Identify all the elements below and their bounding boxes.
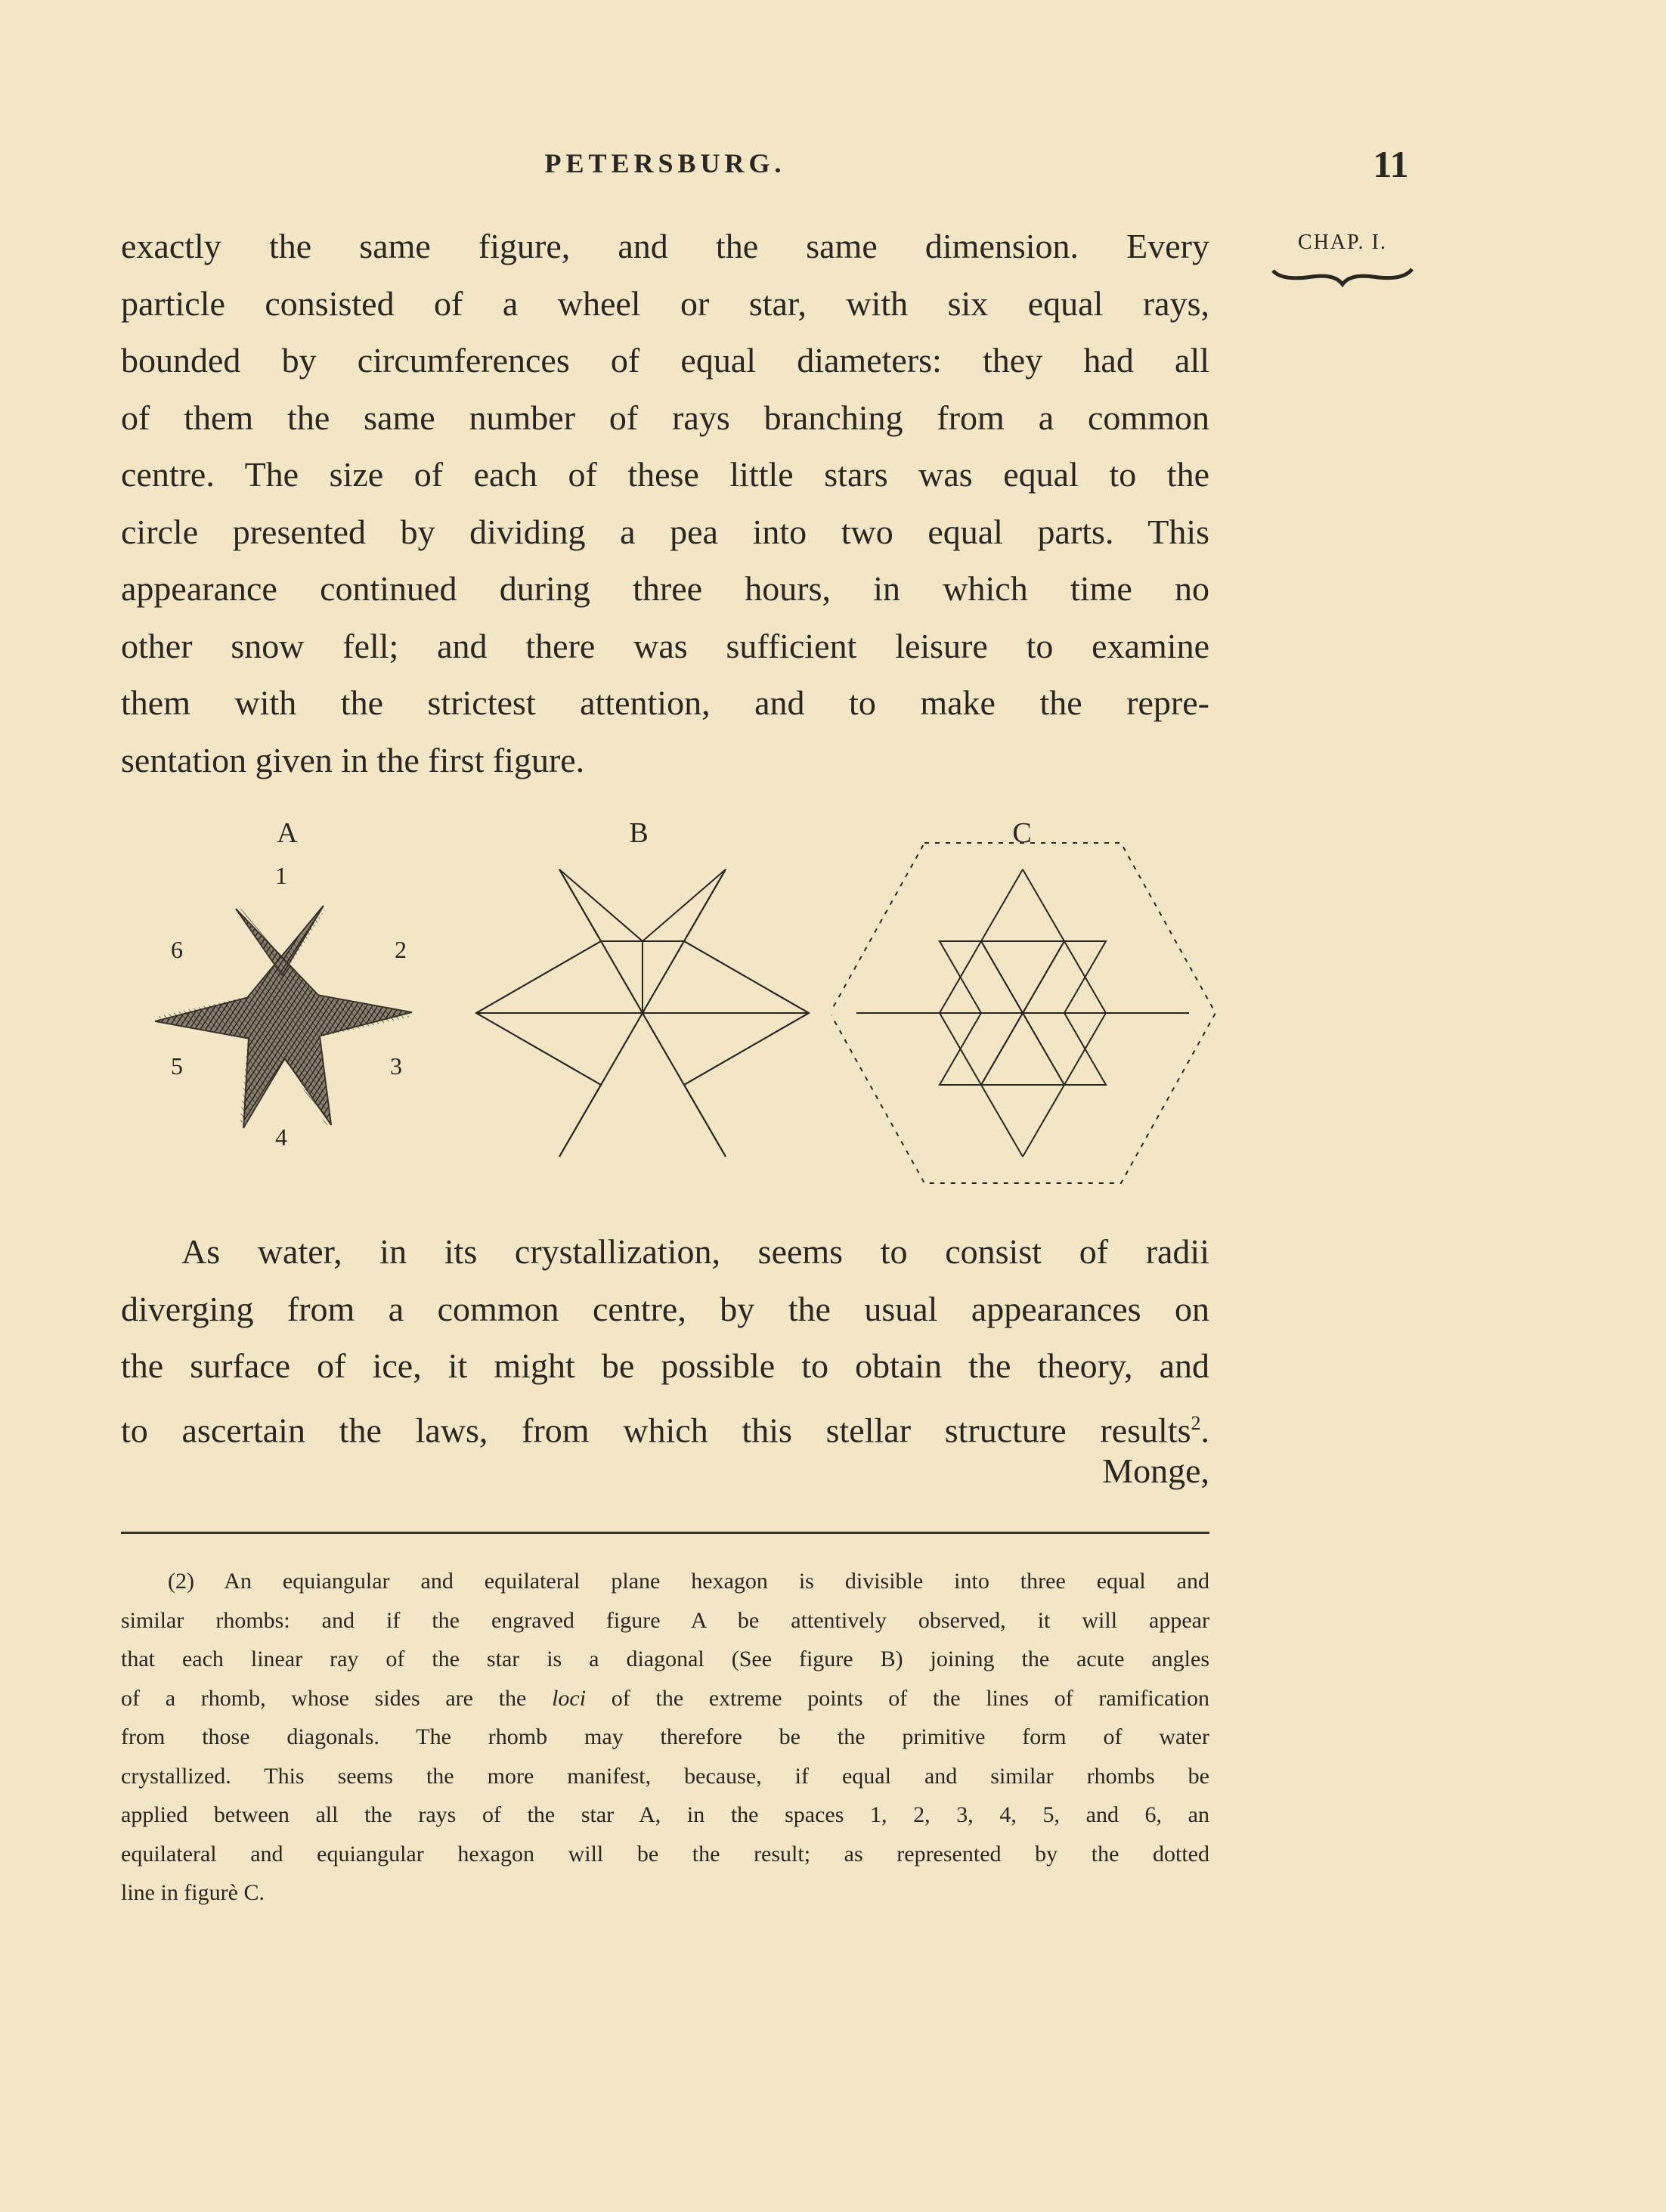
footnote-line — [121, 1679, 1209, 1718]
paragraph-1 — [121, 218, 1209, 788]
footnote-2 — [121, 1562, 1209, 1913]
footnote-line: similar rhombs: and if the engraved figure A be attentively observed, it will appear — [121, 1607, 1209, 1633]
figure-c-hexagon-diagram — [831, 839, 1225, 1187]
running-title: PETERSBURG. — [544, 148, 786, 178]
text-line: particle consisted of a wheel or star, with six equal rays, — [121, 283, 1209, 323]
footnote-line-part: of a rhomb, whose sides are the — [121, 1685, 527, 1711]
page-number: 11 — [1373, 143, 1409, 185]
figure-a-number-3: 3 — [390, 1052, 402, 1080]
sentence-period: . — [1200, 1410, 1209, 1449]
figure-a-label: A — [277, 817, 298, 849]
footnote-line: equilateral and equiangular hexagon will be the result; as represented by the dotted — [121, 1841, 1209, 1867]
footnote-line: that each linear ray of the star is a diagonal (See figure B) joining the acute angles — [121, 1647, 1209, 1671]
figure-b-star-diagram — [469, 862, 816, 1164]
footnote-line: line in figurè C. — [121, 1880, 265, 1905]
text-line: appearance continued during three hours, in which time no — [121, 569, 1209, 608]
figure-b-label: B — [629, 817, 649, 849]
footnote-line: applied between all the rays of the star A, in the spaces 1, 2, 3, 4, 5, and 6, an — [121, 1802, 1209, 1827]
chapter-brace — [1267, 263, 1418, 293]
text-line: exactly the same figure, and the same dimension. Every — [121, 227, 1209, 265]
text-line: the surface of ice, it might be possible to obtain the theory, and — [121, 1346, 1209, 1385]
figure-a-number-5: 5 — [171, 1052, 183, 1080]
text-line: sentation given in the first figure. — [121, 740, 585, 779]
text-line: As water, in its crystallization, seems to consist of radii — [181, 1232, 1209, 1271]
chapter-margin-note: CHAP. I. — [1298, 231, 1387, 254]
text-line: of them the same number of rays branching from a common — [121, 398, 1209, 437]
text-line: bounded by circumferences of equal diameters: they had all — [121, 341, 1209, 380]
figure-a-number-2: 2 — [395, 936, 407, 963]
paragraph-2 — [121, 1223, 1209, 1458]
figure-a-number-6: 6 — [171, 936, 183, 963]
figure-c-label: C — [1012, 817, 1032, 849]
text-line: diverging from a common centre, by the usual appearances on — [121, 1289, 1209, 1328]
footnote-italic-loci: loci — [552, 1685, 587, 1711]
footnote-reference[interactable]: 2 — [1191, 1411, 1201, 1434]
signature-monge: Monge, — [1102, 1451, 1209, 1490]
footnote-line: from those diagonals. The rhomb may therefore be the primitive form of water — [121, 1724, 1209, 1749]
text-line: circle presented by dividing a pea into two equal parts. This — [121, 512, 1209, 551]
text-line: centre. The size of each of these little stars was equal to the — [121, 455, 1209, 494]
text-line-body: to ascertain the laws, from which this stellar structure results — [121, 1410, 1191, 1449]
footnote-line-part: of the extreme points of the lines of ramification — [611, 1685, 1210, 1711]
text-line: them with the strictest attention, and to make the repre- — [121, 683, 1209, 722]
footnote-line: crystallized. This seems the more manifest, because, if equal and similar rhombs be — [121, 1763, 1209, 1789]
figure-a-star-engraving — [121, 862, 454, 1164]
footnote-rule — [121, 1532, 1209, 1534]
figure-a-number-1: 1 — [275, 862, 287, 889]
footnote-line: (2) An equiangular and equilateral plane hexagon is divisible into three equal and — [168, 1569, 1209, 1594]
figure-a-number-4: 4 — [275, 1123, 287, 1151]
text-line: other snow fell; and there was sufficient leisure to examine — [121, 626, 1209, 665]
